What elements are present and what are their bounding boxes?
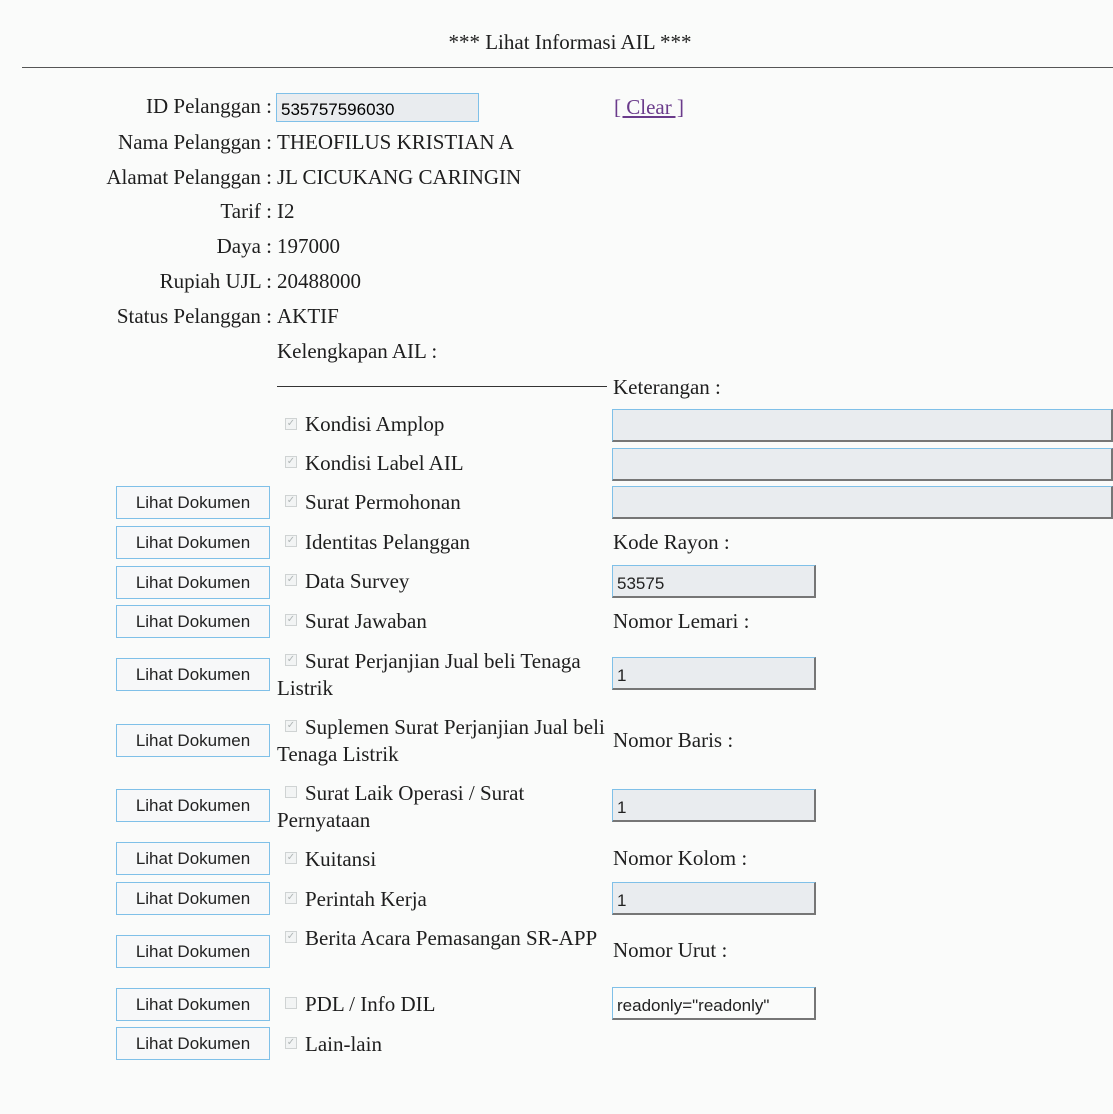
- kode-rayon-input[interactable]: [612, 565, 816, 598]
- checkbox-kondisi-label-ail[interactable]: ✓: [286, 456, 296, 467]
- clear-link[interactable]: [ Clear ]: [614, 95, 684, 119]
- nomor-baris-input[interactable]: [612, 789, 816, 822]
- checkbox-suplemen-surat-perjanjian[interactable]: ✓: [286, 720, 296, 731]
- checkbox-kuitansi[interactable]: ✓: [286, 852, 296, 863]
- nomor-lemari-input[interactable]: [612, 657, 816, 690]
- checkbox-perintah-kerja[interactable]: ✓: [286, 892, 296, 903]
- id-pelanggan-label: ID Pelanggan :: [146, 94, 272, 118]
- checklist-label-kondisi-amplop: Kondisi Amplop: [305, 412, 445, 436]
- lihat-dokumen-button-pdl-info-dil[interactable]: Lihat Dokumen: [116, 988, 270, 1021]
- nomor-lemari-label: Nomor Lemari :: [613, 609, 750, 633]
- nomor-baris-label: Nomor Baris :: [613, 728, 734, 752]
- lihat-dokumen-button-surat-perjanjian[interactable]: Lihat Dokumen: [116, 658, 270, 691]
- kelengkapan-ail-heading: Kelengkapan AIL :: [277, 339, 438, 363]
- rupiah-ujl-label: Rupiah UJL :: [159, 269, 272, 293]
- lihat-dokumen-button-suplemen-surat-perjanjian[interactable]: Lihat Dokumen: [116, 724, 270, 757]
- checklist-label-surat-permohonan: Surat Permohonan: [305, 490, 461, 514]
- checkbox-surat-perjanjian[interactable]: ✓: [286, 654, 296, 665]
- header-divider: [22, 67, 1113, 68]
- lihat-dokumen-button-lain-lain[interactable]: Lihat Dokumen: [116, 1027, 270, 1060]
- checklist-label-kuitansi: Kuitansi: [305, 847, 377, 871]
- lihat-dokumen-button-surat-permohonan[interactable]: Lihat Dokumen: [116, 486, 270, 519]
- checklist-label-kondisi-label-ail: Kondisi Label AIL: [305, 451, 464, 475]
- checklist-label-surat-laik-operasi: Surat Laik Operasi / Surat Pernyataan: [277, 781, 525, 832]
- checkbox-data-survey[interactable]: ✓: [286, 574, 296, 585]
- nomor-urut-input[interactable]: [612, 987, 816, 1020]
- checkbox-berita-acara[interactable]: ✓: [286, 931, 296, 942]
- checklist-label-suplemen-surat-perjanjian: Suplemen Surat Perjanjian Jual beli Tenaga Listrik: [277, 715, 605, 766]
- checkbox-identitas-pelanggan[interactable]: ✓: [286, 535, 296, 546]
- rupiah-ujl-value: 20488000: [277, 269, 361, 293]
- checklist-divider: [277, 386, 607, 387]
- keterangan-label: Keterangan :: [613, 375, 721, 399]
- alamat-pelanggan-value: JL CICUKANG CARINGIN: [277, 165, 522, 189]
- nama-pelanggan-label: Nama Pelanggan :: [118, 130, 272, 154]
- checklist-label-surat-jawaban: Surat Jawaban: [305, 609, 427, 633]
- checklist-label-data-survey: Data Survey: [305, 569, 410, 593]
- status-pelanggan-label: Status Pelanggan :: [116, 304, 272, 328]
- alamat-pelanggan-label: Alamat Pelanggan :: [106, 165, 272, 189]
- checklist-label-pdl-info-dil: PDL / Info DIL: [305, 992, 436, 1016]
- nomor-kolom-input[interactable]: [612, 882, 816, 915]
- lihat-dokumen-button-surat-jawaban[interactable]: Lihat Dokumen: [116, 605, 270, 638]
- lihat-dokumen-button-surat-laik-operasi[interactable]: Lihat Dokumen: [116, 789, 270, 822]
- tarif-value: I2: [277, 199, 295, 223]
- status-pelanggan-value: AKTIF: [277, 304, 339, 328]
- lihat-dokumen-button-berita-acara[interactable]: Lihat Dokumen: [116, 935, 270, 968]
- daya-value: 197000: [277, 234, 340, 258]
- keterangan-input-3[interactable]: [612, 486, 1113, 519]
- kode-rayon-label: Kode Rayon :: [613, 530, 730, 554]
- checklist-label-lain-lain: Lain-lain: [305, 1032, 382, 1056]
- lihat-dokumen-button-identitas-pelanggan[interactable]: Lihat Dokumen: [116, 526, 270, 559]
- checkbox-surat-jawaban[interactable]: ✓: [286, 614, 296, 625]
- keterangan-input-2[interactable]: [612, 448, 1113, 481]
- id-pelanggan-input[interactable]: [276, 93, 479, 122]
- checklist-label-surat-perjanjian: Surat Perjanjian Jual beli Tenaga Listrik: [277, 649, 581, 700]
- checkbox-surat-permohonan[interactable]: ✓: [286, 495, 296, 506]
- checkbox-lain-lain[interactable]: ✓: [286, 1037, 296, 1048]
- checklist-label-identitas-pelanggan: Identitas Pelanggan: [305, 530, 471, 554]
- tarif-label: Tarif :: [220, 199, 272, 223]
- checklist-label-berita-acara: Berita Acara Pemasangan SR-APP: [305, 926, 598, 950]
- daya-label: Daya :: [216, 234, 272, 258]
- nomor-urut-label: Nomor Urut :: [613, 938, 728, 962]
- lihat-dokumen-button-kuitansi[interactable]: Lihat Dokumen: [116, 842, 270, 875]
- page-title: *** Lihat Informasi AIL ***: [448, 30, 692, 54]
- checkbox-kondisi-amplop[interactable]: ✓: [286, 418, 296, 429]
- checklist-label-perintah-kerja: Perintah Kerja: [305, 887, 427, 911]
- lihat-dokumen-button-data-survey[interactable]: Lihat Dokumen: [116, 566, 270, 599]
- keterangan-input-1[interactable]: [612, 409, 1113, 442]
- lihat-dokumen-button-perintah-kerja[interactable]: Lihat Dokumen: [116, 882, 270, 915]
- nama-pelanggan-value: THEOFILUS KRISTIAN A: [277, 130, 514, 154]
- nomor-kolom-label: Nomor Kolom :: [613, 846, 748, 870]
